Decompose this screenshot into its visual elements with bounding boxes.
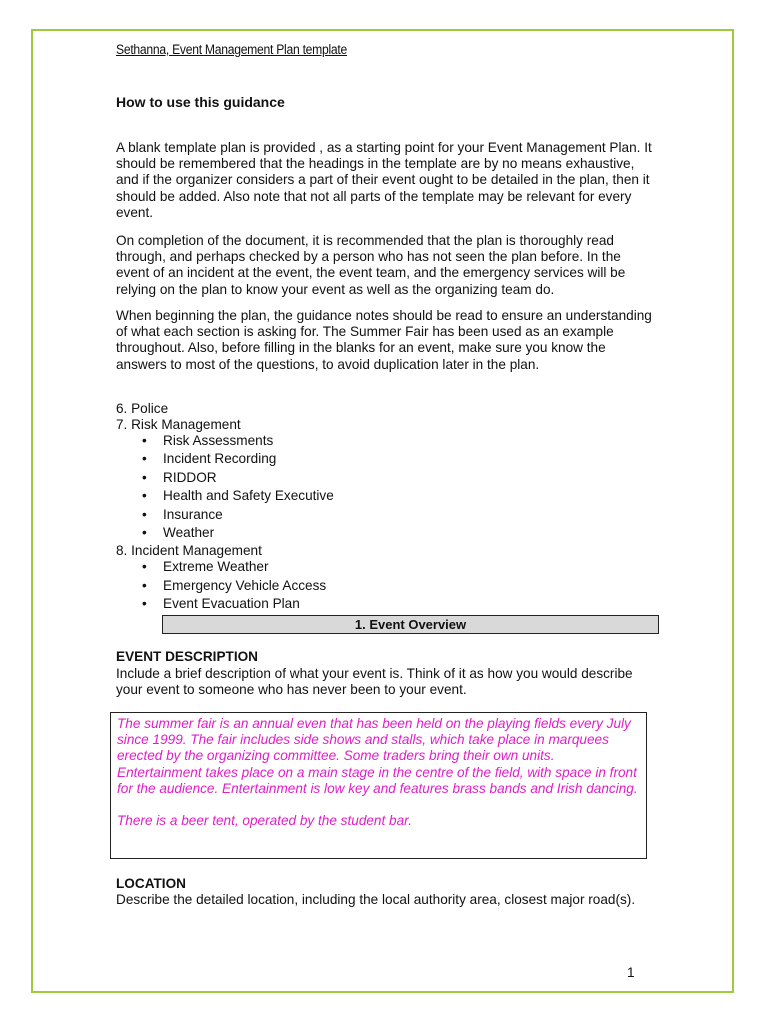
contents-list bbox=[116, 401, 334, 615]
contents-item-risk-management: 7. Risk Management bbox=[116, 417, 241, 432]
bullet-icon: • bbox=[142, 451, 147, 467]
bullet-icon: • bbox=[142, 469, 147, 485]
bullet-icon: • bbox=[142, 433, 147, 448]
bullet-icon: • bbox=[142, 559, 147, 575]
list-item: • Risk Assessments bbox=[142, 433, 274, 448]
list-item: • RIDDOR bbox=[142, 469, 217, 485]
section-title-bar: 1. Event Overview bbox=[162, 615, 659, 634]
list-item: • Insurance bbox=[142, 506, 223, 522]
contents-item-incident-management: 8. Incident Management bbox=[116, 543, 262, 559]
example-text-box bbox=[110, 712, 647, 859]
bullet-icon: • bbox=[142, 577, 147, 593]
example-paragraph-2: There is a beer tent, operated by the student bar. bbox=[117, 813, 412, 829]
list-item: • Incident Recording bbox=[142, 451, 277, 467]
location-heading: LOCATION bbox=[116, 876, 186, 891]
bullet-icon: • bbox=[142, 596, 147, 612]
bullet-icon: • bbox=[142, 524, 147, 540]
example-paragraph-1: The summer fair is an annual even that has been held on the playing fields every July since 1999. The fair includes side shows and stalls, which take place in marquees erected by the organizing committee. Some traders bring their own units. Entertainment takes place on a main stage in the centre of the field, with space in front for the audience. Entertainment is low key and features brass bands and Irish dancing. bbox=[117, 716, 638, 796]
list-item: • Weather bbox=[142, 524, 215, 540]
page-number: 1 bbox=[627, 965, 635, 980]
bullet-icon: • bbox=[142, 506, 147, 522]
location-text: Describe the detailed location, including the local authority area, closest major road(s). bbox=[116, 892, 636, 907]
running-header: Sethanna, Event Management Plan template bbox=[116, 42, 348, 57]
guidance-paragraph-3: When beginning the plan, the guidance notes should be read to ensure an understanding of what each section is asking for. The Summer Fair has been used as an example throughout. Also, before filling in the blanks for an event, make sure you know the answers to most of the questions, to avoid duplication later in the plan. bbox=[116, 308, 652, 372]
guidance-paragraph-1: A blank template plan is provided , as a starting point for your Event Management Plan. It should be remembered that the headings in the template are by no means exhaustive, and if the organizer considers a part of their event ought to be detailed in the plan, then it should be added. Also note that not all parts of the template may be relevant for every event. bbox=[116, 140, 652, 220]
bullet-icon: • bbox=[142, 488, 147, 504]
list-item: • Extreme Weather bbox=[142, 559, 269, 575]
guidance-heading: How to use this guidance bbox=[116, 94, 285, 110]
guidance-paragraph-2: On completion of the document, it is recommended that the plan is thoroughly read through, and perhaps checked by a person who has not seen the plan before. In the event of an incident at the event, the event team, and the emergency services will be relying on the plan to know your event as well as the organizing team do. bbox=[116, 233, 626, 297]
event-description-heading: EVENT DESCRIPTION bbox=[116, 649, 258, 664]
event-description-text: Include a brief description of what your event is. Think of it as how you would describe your event to someone who has never been to your event. bbox=[116, 666, 633, 697]
contents-item-police: 6. Police bbox=[116, 401, 169, 416]
list-item: • Event Evacuation Plan bbox=[142, 596, 300, 612]
list-item: • Health and Safety Executive bbox=[142, 488, 334, 504]
list-item: • Emergency Vehicle Access bbox=[142, 577, 327, 593]
